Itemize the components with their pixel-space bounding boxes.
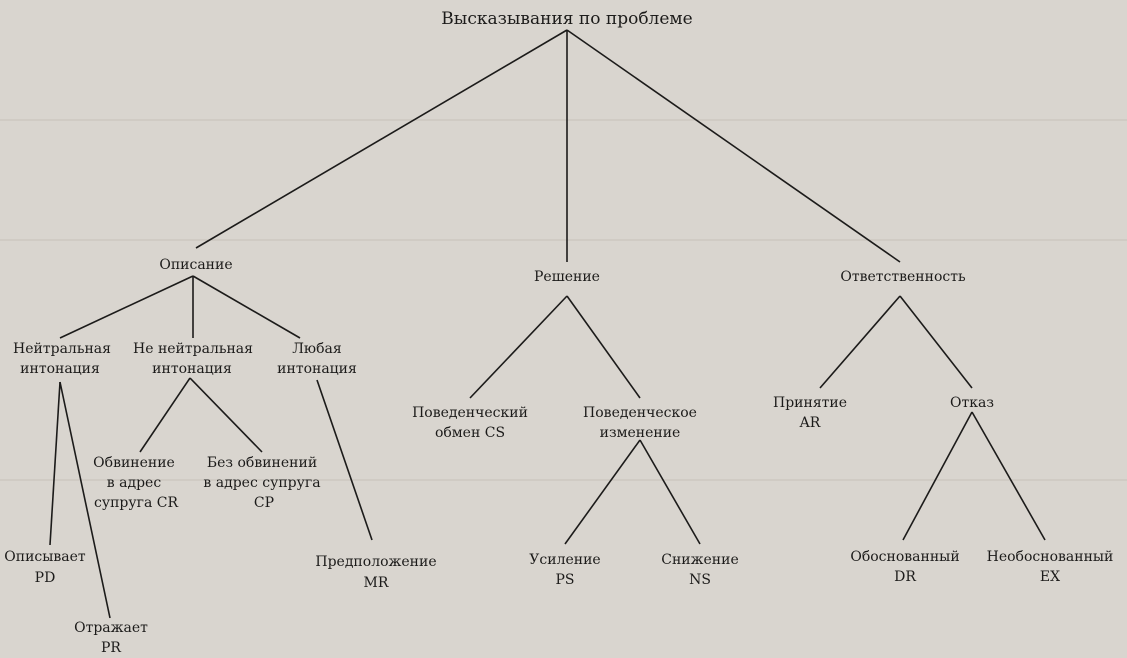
blame-label-line2: в адрес [106,475,162,491]
tree-labels [4,9,1113,656]
acceptance-label-line2: AR [799,415,821,431]
solution-label: Решение [534,269,600,285]
increase-label-line2: PS [555,572,575,588]
edge-responsibility-acceptance [820,296,900,388]
root-label: Высказывания по проблеме [441,9,693,29]
assumption-label-line1: Предположение [315,554,437,570]
change-label-line2: изменение [599,425,681,441]
neutral-label-line1: Нейтральная [13,341,111,357]
reflects-label-line1: Отражает [74,620,148,636]
edge-root-responsibility [567,30,900,262]
non-neutral-label-line1: Не нейтральная [133,341,253,357]
decrease-label-line1: Снижение [661,552,739,568]
edge-any-assumption [317,380,372,540]
acceptance-label-line1: Принятие [772,395,848,411]
no-blame-label-line3: CP [253,495,275,511]
decrease-label-line2: NS [689,572,711,588]
no-blame-label-line2: в адрес супруга [203,475,321,491]
edge-change-increase [565,440,640,544]
responsibility-label: Ответственность [840,269,966,285]
non-neutral-label-line2: интонация [152,361,232,377]
edge-neutral-describes [50,382,60,545]
exchange-label-line2: обмен CS [434,425,506,441]
neutral-label-line2: интонация [20,361,100,377]
blame-label-line3: супруга CR [94,495,178,511]
refusal-label: Отказ [950,395,994,411]
assumption-label-line2: MR [363,575,389,591]
unjustified-label-line1: Необоснованный [986,549,1114,565]
edge-solution-exchange [470,296,567,398]
edge-responsibility-refusal [900,296,972,388]
justified-label-line2: DR [894,569,916,585]
edge-solution-change [567,296,640,398]
edge-non-neutral-no-blame [190,378,262,452]
any-label-line1: Любая [292,341,342,357]
edge-change-decrease [640,440,700,544]
any-label-line2: интонация [277,361,357,377]
describes-label-line1: Описывает [4,549,86,565]
increase-label-line1: Усиление [529,552,601,568]
reflects-label-line2: PR [101,640,121,656]
edge-refusal-justified [903,412,972,540]
description-label: Описание [159,257,233,273]
edge-non-neutral-blame [140,378,190,452]
describes-label-line2: PD [34,570,56,586]
tree-edges [50,30,1045,618]
blame-label-line1: Обвинение [93,455,175,471]
edge-description-neutral [60,276,193,338]
edge-description-any [193,276,300,338]
unjustified-label-line2: EX [1039,569,1061,585]
edge-root-description [196,30,567,248]
justified-label-line1: Обоснованный [850,549,960,565]
change-label-line1: Поведенческое [583,405,697,421]
exchange-label-line1: Поведенческий [412,405,528,421]
no-blame-label-line1: Без обвинений [206,455,318,471]
edge-refusal-unjustified [972,412,1045,540]
